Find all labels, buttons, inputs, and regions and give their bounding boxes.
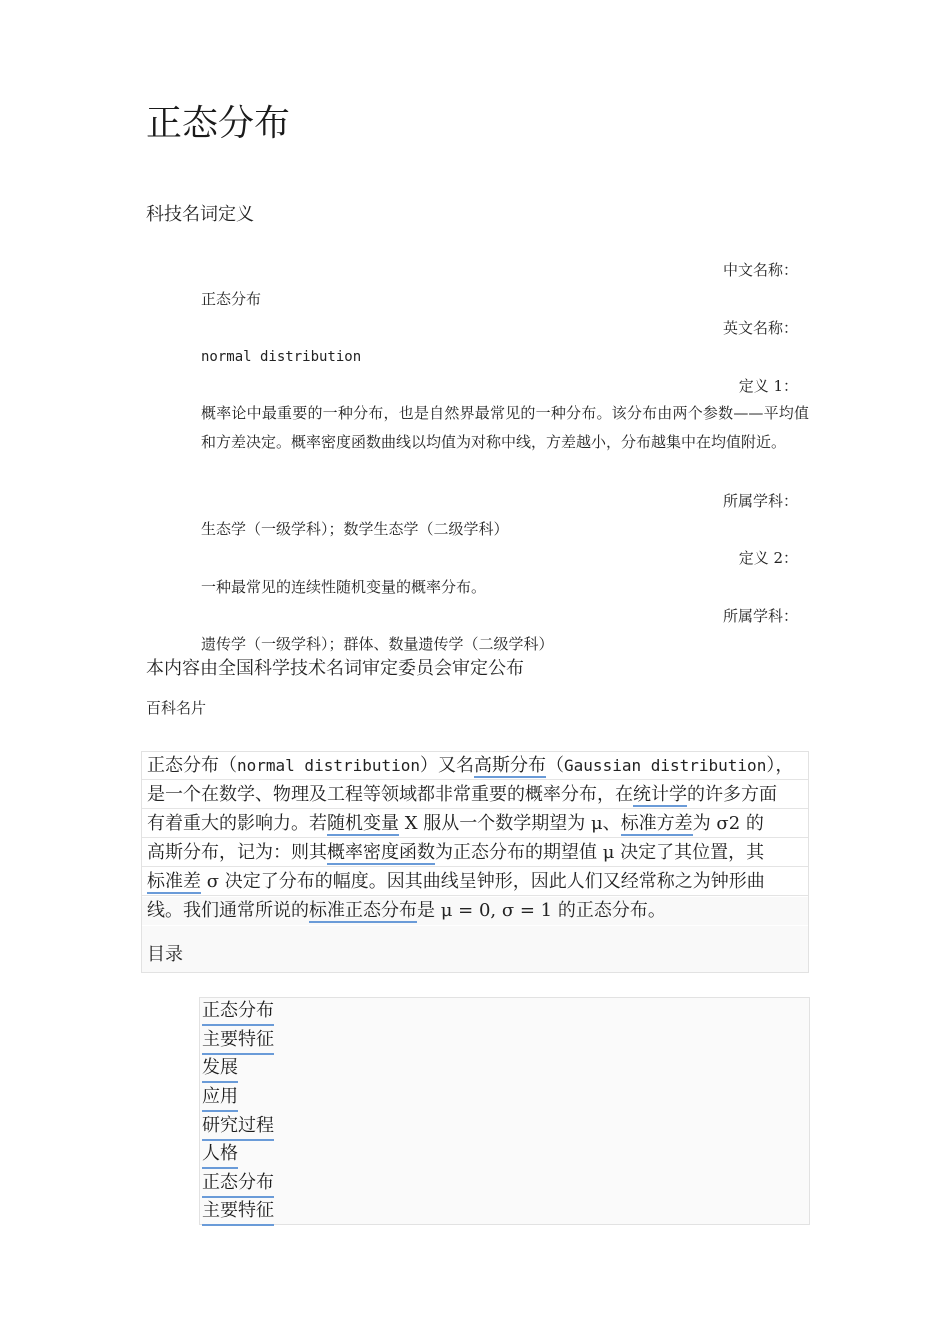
review-notice: 本内容由全国科学技术名词审定委员会审定公布 [146,658,524,679]
toc-item[interactable]: 应用 [202,1084,238,1112]
summary-text: 为正态分布的期望值 μ 决定了其位置，其 [435,842,765,863]
summary-text: Gaussian distribution [564,756,767,775]
link-random-variable[interactable]: 随机变量 [327,813,399,834]
subject-2-value: 遗传学（一级学科）；群体、数量遗传学（二级学科） [201,635,554,653]
link-standard-variance[interactable]: 标准方差 [620,813,693,834]
english-name-label: 英文名称： [722,319,798,337]
summary-footer-bg [142,926,808,972]
card-heading: 百科名片 [146,699,207,717]
summary-line [142,752,808,780]
summary-text: 有着重大的影响力。若 [147,813,327,834]
subject-1-label: 所属学科： [722,492,798,510]
table-of-contents [199,997,810,1225]
chinese-name-value: 正态分布 [201,290,262,308]
summary-text: 高斯分布，记为：则其 [147,842,327,863]
subject-1-value: 生态学（一级学科）；数学生态学（二级学科） [201,520,509,538]
toc-item[interactable]: 正态分布 [202,1170,274,1198]
summary-line [142,810,808,838]
summary-line [142,897,808,925]
summary-text: ）又名 [420,755,475,776]
definition-1-text: 概率论中最重要的一种分布，也是自然界最常见的一种分布。该分布由两个参数——平均值和方差决定。概率密度函数曲线以均值为对称中线，方差越小，分布越集中在均值附近。 [201,404,809,451]
english-name-value: normal distribution [201,349,362,365]
definition-2-text: 一种最常见的连续性随机变量的概率分布。 [201,578,487,596]
summary-text: 是 μ = 0, σ = 1 的正态分布。 [417,900,666,921]
page-title: 正态分布 [146,103,291,144]
summary-text: 为 σ2 的 [692,813,764,834]
summary-text: 正态分布（ [147,755,237,776]
definition-2-label: 定义 2： [738,549,798,567]
link-gaussian-distribution[interactable]: 高斯分布 [474,755,547,776]
link-standard-normal-distribution[interactable]: 标准正态分布 [309,900,417,921]
link-statistics[interactable]: 统计学 [633,784,687,805]
section-heading: 科技名词定义 [146,204,254,225]
toc-title: 目录 [147,944,183,965]
definition-1-label: 定义 1： [738,377,798,395]
toc-item[interactable]: 正态分布 [202,998,274,1026]
chinese-name-label: 中文名称： [722,261,798,279]
summary-text: ）， [766,755,794,776]
summary-line [142,839,808,867]
summary-text: σ 决定了分布的幅度。因其曲线呈钟形，因此人们又经常称之为钟形曲 [201,871,765,892]
summary-line [142,868,808,896]
summary-text: 是一个在数学、物理及工程等领域都非常重要的概率分布，在 [147,784,633,805]
summary-text: 线。我们通常所说的 [147,900,309,921]
summary-text: （ [546,755,565,776]
toc-item[interactable]: 人格 [202,1141,238,1169]
summary-line [142,781,808,809]
toc-item[interactable]: 主要特征 [202,1198,274,1226]
toc-item[interactable]: 主要特征 [202,1027,274,1055]
summary-text: 的许多方面 [687,784,777,805]
toc-item[interactable]: 研究过程 [202,1113,274,1141]
link-probability-density-function[interactable]: 概率密度函数 [327,842,435,863]
summary-text: normal distribution [237,756,421,775]
summary-text: X 服从一个数学期望为 μ、 [399,813,621,834]
link-standard-deviation[interactable]: 标准差 [147,871,201,892]
subject-2-label: 所属学科： [722,607,798,625]
summary-box [141,751,809,973]
toc-item[interactable]: 发展 [202,1055,238,1083]
